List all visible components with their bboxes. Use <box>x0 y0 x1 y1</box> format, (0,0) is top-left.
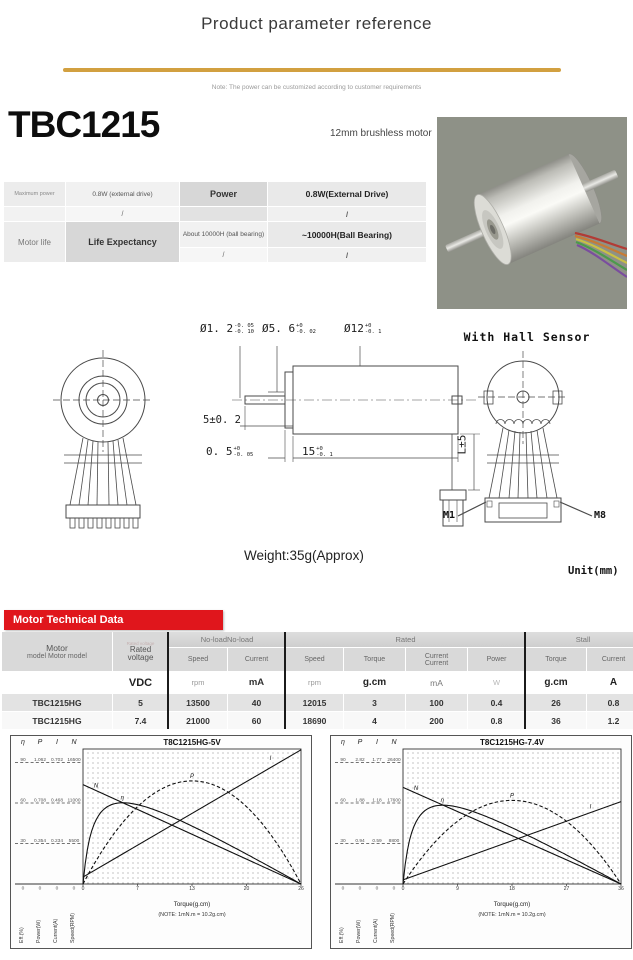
dim-shaft-diameter: Ø1. 2 -0. 05 -0. 10 <box>200 322 254 335</box>
svg-text:5500: 5500 <box>68 838 80 844</box>
svg-text:20: 20 <box>243 886 250 892</box>
hall-sensor-title: With Hall Sensor <box>463 330 591 344</box>
svg-text:N: N <box>391 739 397 746</box>
performance-chart-7-4v <box>330 735 632 949</box>
spec-cell <box>180 207 267 221</box>
svg-text:11000: 11000 <box>67 798 81 804</box>
svg-text:26: 26 <box>298 886 304 892</box>
svg-text:13: 13 <box>189 886 195 892</box>
group-header-noload: No-loadNo-load <box>169 632 285 647</box>
spec-cell: About 10000H (ball bearing) <box>180 222 267 247</box>
svg-text:90: 90 <box>340 757 346 763</box>
tech-table-cell: 0.8 <box>468 712 525 729</box>
svg-text:18: 18 <box>509 886 515 892</box>
svg-text:0: 0 <box>358 886 362 892</box>
motor-photo <box>437 117 627 309</box>
svg-text:26400: 26400 <box>387 757 401 763</box>
tech-table-cell: 0.4 <box>468 694 525 711</box>
tech-table-cell: 40 <box>228 694 285 711</box>
svg-text:Speed(RPM): Speed(RPM) <box>70 913 76 943</box>
weight-text: Weight:35g(Approx) <box>244 548 364 563</box>
svg-text:0: 0 <box>38 886 42 892</box>
unit-cell: A <box>587 672 633 693</box>
tech-table-cell: 21000 <box>169 712 227 729</box>
svg-text:30: 30 <box>20 838 26 844</box>
gold-divider <box>63 68 561 72</box>
unit-cell: rpm <box>169 672 227 693</box>
dim-body-diameter: Ø12 +0 -0. 1 <box>344 322 382 335</box>
tech-table-cell: 26 <box>526 694 586 711</box>
page-title: Product parameter reference <box>201 14 432 33</box>
svg-text:I: I <box>376 739 378 746</box>
tech-data-banner: Motor Technical Data <box>4 610 223 630</box>
svg-text:0: 0 <box>375 886 379 892</box>
svg-text:9: 9 <box>456 886 459 892</box>
svg-text:1.18: 1.18 <box>372 798 382 804</box>
dim-flange-thickness: 0. 5 +0 -0. 05 <box>206 445 254 458</box>
unit-text: Unit(mm) <box>568 565 619 577</box>
svg-text:0.234: 0.234 <box>50 838 64 844</box>
svg-text:N: N <box>413 786 419 793</box>
side-view-drawing <box>232 346 480 526</box>
dim-wire-length: L±5 <box>455 434 469 455</box>
svg-text:1.77: 1.77 <box>372 757 382 763</box>
unit-cell: g.cm <box>526 672 586 693</box>
svg-text:T8C1215HG-7.4V: T8C1215HG-7.4V <box>479 738 545 747</box>
svg-text:16500: 16500 <box>67 757 81 763</box>
svg-text:0: 0 <box>55 886 59 892</box>
unit-cell <box>2 672 112 693</box>
svg-text:0.702: 0.702 <box>50 757 64 763</box>
svg-text:Current(A): Current(A) <box>373 918 379 943</box>
svg-text:Eff.(%): Eff.(%) <box>19 927 25 943</box>
svg-text:30: 30 <box>340 838 346 844</box>
group-header-stall: Stall <box>526 632 633 647</box>
tech-table-cell: 36 <box>526 712 586 729</box>
svg-text:0.354: 0.354 <box>33 838 47 844</box>
svg-text:0.94: 0.94 <box>355 838 365 844</box>
svg-text:90: 90 <box>20 757 26 763</box>
svg-text:N: N <box>71 739 77 746</box>
tech-table-cell: 100 <box>406 694 467 711</box>
svg-text:27: 27 <box>563 886 570 892</box>
svg-text:0: 0 <box>401 886 405 892</box>
svg-text:P: P <box>357 739 363 746</box>
performance-chart-5v <box>10 735 312 949</box>
svg-text:1.88: 1.88 <box>355 798 365 804</box>
svg-text:(NOTE: 1mN.m = 10.2g.cm): (NOTE: 1mN.m = 10.2g.cm) <box>158 912 226 918</box>
svg-text:Eff.(%): Eff.(%) <box>339 927 345 943</box>
svg-text:Current(A): Current(A) <box>53 918 59 943</box>
model-title: TBC1215 <box>8 104 160 145</box>
hall-sensor-drawing <box>458 351 592 522</box>
spec-cell <box>4 207 65 221</box>
svg-text:Power(W): Power(W) <box>356 919 362 943</box>
group-header-rated: Rated <box>286 632 525 647</box>
sub-header: Current Current <box>406 648 467 671</box>
sub-header: Torque <box>526 648 586 671</box>
spec-cell: ~10000H(Ball Bearing) <box>268 222 426 247</box>
spec-cell: 0.8W (external drive) <box>66 182 179 206</box>
dim-shaft-length: 5±0. 2 <box>203 414 241 426</box>
svg-text:1.062: 1.062 <box>33 757 47 763</box>
table-divider <box>524 632 526 729</box>
svg-text:N: N <box>93 783 99 790</box>
svg-text:17600: 17600 <box>387 798 401 804</box>
svg-text:I: I <box>269 755 272 762</box>
pin-label-m1: M1 <box>443 510 456 521</box>
spec-cell: Power <box>180 182 267 206</box>
svg-text:60: 60 <box>20 798 26 804</box>
svg-text:P: P <box>189 773 195 780</box>
sub-header: Current <box>228 648 285 671</box>
spec-cell: / <box>268 207 426 221</box>
table-divider <box>284 632 286 729</box>
svg-text:0.468: 0.468 <box>50 798 64 804</box>
svg-text:0: 0 <box>21 886 25 892</box>
svg-text:7: 7 <box>136 886 139 892</box>
tech-table-cell: 3 <box>344 694 405 711</box>
sub-header: Speed <box>169 648 227 671</box>
unit-cell: mA <box>228 672 285 693</box>
spec-cell: / <box>268 248 426 262</box>
tech-data-table <box>2 632 633 729</box>
svg-text:0: 0 <box>341 886 345 892</box>
svg-text:Torque(g.cm): Torque(g.cm) <box>493 901 531 908</box>
dim-boss-diameter: Ø5. 6 +0 -0. 02 <box>262 322 316 335</box>
svg-text:0: 0 <box>81 886 85 892</box>
unit-cell: mA <box>406 672 467 693</box>
tech-table-cell: 200 <box>406 712 467 729</box>
svg-text:0.59: 0.59 <box>372 838 382 844</box>
svg-text:0: 0 <box>392 886 396 892</box>
table-divider <box>167 632 169 729</box>
svg-text:I: I <box>589 804 592 811</box>
svg-text:P: P <box>509 793 515 800</box>
tech-table-cell: 4 <box>344 712 405 729</box>
svg-text:Power(W): Power(W) <box>36 919 42 943</box>
tech-table-cell: 12015 <box>286 694 343 711</box>
spec-cell: Motor life <box>4 222 65 262</box>
svg-text:T8C1215HG-5V: T8C1215HG-5V <box>163 738 221 747</box>
tech-table-cell: 60 <box>228 712 285 729</box>
front-view-drawing <box>53 350 153 528</box>
pin-label-m8: M8 <box>594 510 607 521</box>
spec-cell: Maximum power <box>4 182 65 206</box>
svg-text:8800: 8800 <box>388 838 400 844</box>
tech-table-cell: TBC1215HG <box>2 694 112 711</box>
svg-text:η: η <box>341 739 345 746</box>
spec-table <box>4 182 426 262</box>
svg-text:Torque(g.cm): Torque(g.cm) <box>173 901 211 908</box>
unit-cell: W <box>468 672 525 693</box>
svg-text:P: P <box>37 739 43 746</box>
sub-header: Power <box>468 648 525 671</box>
svg-text:60: 60 <box>340 798 346 804</box>
svg-text:Speed(RPM): Speed(RPM) <box>390 913 396 943</box>
tech-table-cell: 0.8 <box>587 694 633 711</box>
sub-header: Speed <box>286 648 343 671</box>
unit-cell: g.cm <box>344 672 405 693</box>
unit-cell: rpm <box>286 672 343 693</box>
dim-body-length: 15 +0 -0. 1 <box>302 445 333 458</box>
sub-header: Torque <box>344 648 405 671</box>
tech-table-cell: 1.2 <box>587 712 633 729</box>
svg-text:η: η <box>21 739 25 746</box>
svg-text:0.708: 0.708 <box>33 798 47 804</box>
spec-cell: 0.8W(External Drive) <box>268 182 426 206</box>
col-header-voltage: Rated voltage Rated voltage <box>113 632 168 671</box>
svg-text:2.82: 2.82 <box>355 757 365 763</box>
customization-note: Note: The power can be customized according to customer requirements <box>211 84 422 91</box>
svg-text:I: I <box>56 739 58 746</box>
tech-table-cell: 5 <box>113 694 168 711</box>
svg-text:η: η <box>120 795 124 802</box>
svg-text:0: 0 <box>72 886 76 892</box>
spec-cell: / <box>66 207 179 221</box>
unit-cell: VDC <box>113 672 168 693</box>
spec-cell: Life Expectancy <box>66 222 179 262</box>
svg-text:36: 36 <box>618 886 624 892</box>
svg-text:(NOTE: 1mN.m = 10.2g.cm): (NOTE: 1mN.m = 10.2g.cm) <box>478 912 546 918</box>
sub-header: Current <box>587 648 633 671</box>
tech-table-cell: TBC1215HG <box>2 712 112 729</box>
tech-table-cell: 7.4 <box>113 712 168 729</box>
model-subtitle: 12mm brushless motor <box>330 128 432 139</box>
col-header-model: Motor model Motor model <box>2 632 112 671</box>
tech-table-cell: 18690 <box>286 712 343 729</box>
svg-text:η: η <box>440 798 444 805</box>
spec-cell: / <box>180 248 267 262</box>
tech-table-cell: 13500 <box>169 694 227 711</box>
